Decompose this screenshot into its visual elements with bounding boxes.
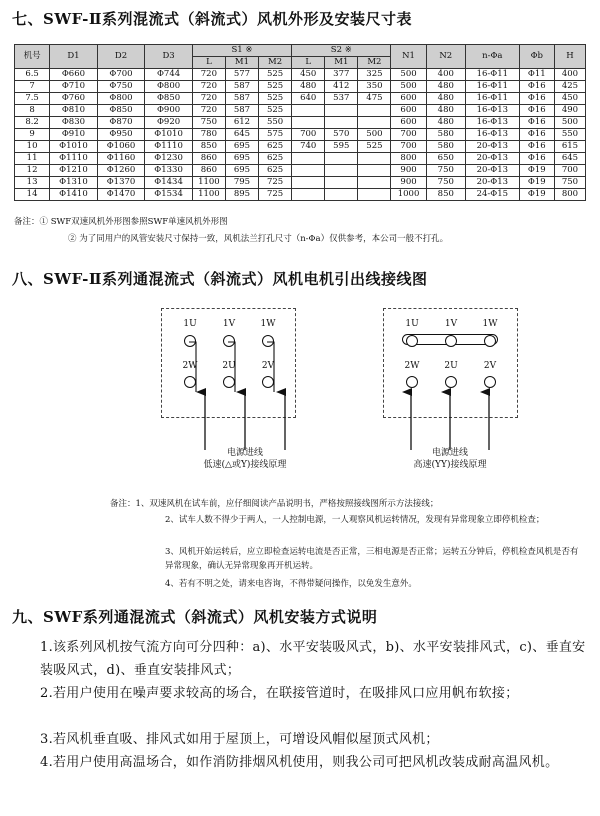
terminal-label-2v: 2V [261, 361, 275, 371]
table-cell: 24-Φ15 [465, 189, 519, 201]
table-cell: Φ910 [50, 129, 98, 141]
table-cell: 16-Φ13 [465, 129, 519, 141]
table-cell: 587 [225, 81, 258, 93]
table-cell: Φ1370 [97, 177, 145, 189]
caption-low-line-1: 电源进线 [226, 448, 263, 458]
table-cell: Φ760 [50, 93, 98, 105]
table-cell: Φ1330 [145, 165, 193, 177]
table-cell: Φ900 [145, 105, 193, 117]
table-cell: Φ16 [519, 141, 554, 153]
section-8-title: 八、SWF-Ⅱ系列通混流式（斜流式）风机电机引出线接线图 [12, 270, 428, 288]
table-cell: 625 [259, 153, 292, 165]
table-cell: Φ16 [519, 93, 554, 105]
table-cell: Φ1534 [145, 189, 193, 201]
table-cell: Φ810 [50, 105, 98, 117]
table-cell: 500 [554, 117, 585, 129]
table-cell: 20-Φ13 [465, 177, 519, 189]
header-s1-l: L [192, 57, 225, 69]
header-phib: Φb [519, 45, 554, 69]
header-s2-m1: M1 [325, 57, 358, 69]
terminal-label-1w: 1W [482, 319, 498, 329]
terminal-label-2u: 2U [444, 361, 458, 371]
table-cell: 600 [391, 117, 426, 129]
section-7-title: 七、SWF-Ⅱ系列混流式（斜流式）风机外形及安装尺寸表 [12, 10, 413, 28]
table-cell: 695 [225, 153, 258, 165]
table-cell: 700 [391, 141, 426, 153]
header-s2: S2 ※ [292, 45, 391, 57]
table-cell: Φ19 [519, 165, 554, 177]
table-cell: Φ950 [97, 129, 145, 141]
table-cell: 750 [426, 165, 465, 177]
table-cell: 480 [426, 117, 465, 129]
section-7-note-1: 备注：① SWF双速风机外形图参照SWF单速风机外形图 [14, 217, 228, 227]
table-cell: 640 [292, 93, 325, 105]
table-cell: 377 [325, 69, 358, 81]
terminal-label-1u: 1U [405, 319, 419, 329]
table-cell: Φ1470 [97, 189, 145, 201]
table-cell: 895 [225, 189, 258, 201]
table-cell: 475 [358, 93, 391, 105]
table-cell: 500 [391, 81, 426, 93]
install-paragraph-3: 3.若风机垂直吸、排风式如用于屋顶上，可增设风帽似屋顶式风机； [40, 732, 439, 747]
table-cell: 16-Φ11 [465, 93, 519, 105]
table-cell: 780 [192, 129, 225, 141]
header-s1-m2: M2 [259, 57, 292, 69]
table-cell: 10 [15, 141, 50, 153]
table-cell: 860 [192, 153, 225, 165]
table-cell: 450 [292, 69, 325, 81]
terminal-label-1u: 1U [183, 319, 197, 329]
table-cell: Φ16 [519, 117, 554, 129]
header-s2-l: L [292, 57, 325, 69]
table-cell: 14 [15, 189, 50, 201]
table-cell: 612 [225, 117, 258, 129]
header-model: 机号 [15, 45, 50, 69]
table-cell: 860 [192, 165, 225, 177]
table-cell: 587 [225, 105, 258, 117]
table-cell: 16-Φ13 [465, 105, 519, 117]
table-cell: 400 [554, 69, 585, 81]
table-cell: 8 [15, 105, 50, 117]
table-cell: 580 [426, 129, 465, 141]
table-cell: 525 [259, 105, 292, 117]
table-cell: Φ800 [145, 81, 193, 93]
table-cell: 525 [259, 69, 292, 81]
table-cell: 412 [325, 81, 358, 93]
header-s1: S1 ※ [192, 45, 291, 57]
table-cell: 587 [225, 93, 258, 105]
table-cell: Φ16 [519, 153, 554, 165]
table-cell: 500 [391, 69, 426, 81]
table-cell: 700 [292, 129, 325, 141]
table-cell: 725 [259, 177, 292, 189]
lead-low-1v [228, 342, 235, 392]
table-cell: Φ19 [519, 177, 554, 189]
table-cell: 1000 [391, 189, 426, 201]
table-cell: 6.5 [15, 69, 50, 81]
table-cell: 720 [192, 105, 225, 117]
table-cell: 625 [259, 165, 292, 177]
header-nphi: n-Φa [465, 45, 519, 69]
table-cell: Φ19 [519, 189, 554, 201]
table-cell: 16-Φ11 [465, 69, 519, 81]
table-cell: 720 [192, 81, 225, 93]
table-cell: Φ1434 [145, 177, 193, 189]
table-cell: Φ16 [519, 129, 554, 141]
table-cell: 425 [554, 81, 585, 93]
terminal-label-2v: 2V [483, 361, 497, 371]
table-cell: Φ850 [97, 105, 145, 117]
table-cell: 450 [554, 93, 585, 105]
table-cell: Φ744 [145, 69, 193, 81]
table-cell: 900 [391, 177, 426, 189]
terminal-label-2u: 2U [222, 361, 236, 371]
table-cell: Φ11 [519, 69, 554, 81]
table-cell: Φ700 [97, 69, 145, 81]
table-cell: 480 [292, 81, 325, 93]
table-cell: 16-Φ11 [465, 81, 519, 93]
table-cell: Φ1010 [145, 129, 193, 141]
table-cell: Φ1260 [97, 165, 145, 177]
table-cell: 800 [391, 153, 426, 165]
terminal-label-1v: 1V [444, 319, 458, 329]
table-cell: Φ1060 [97, 141, 145, 153]
table-cell: 525 [259, 81, 292, 93]
table-cell: Φ1310 [50, 177, 98, 189]
table-cell: 325 [358, 69, 391, 81]
table-cell: 750 [192, 117, 225, 129]
table-cell: Φ1410 [50, 189, 98, 201]
table-cell: 13 [15, 177, 50, 189]
table-cell: Φ920 [145, 117, 193, 129]
install-paragraph-2: 2.若用户使用在噪声要求较高的场合，在联接管道时，在吸排风口应用帆布软接； [40, 686, 519, 701]
table-cell: 695 [225, 141, 258, 153]
table-cell: 1100 [192, 189, 225, 201]
table-cell: 740 [292, 141, 325, 153]
table-cell: Φ850 [145, 93, 193, 105]
table-cell: Φ16 [519, 81, 554, 93]
header-d3: D3 [145, 45, 193, 69]
table-cell: 645 [554, 153, 585, 165]
table-cell: 12 [15, 165, 50, 177]
table-cell: 480 [426, 105, 465, 117]
terminal-label-1v: 1V [222, 319, 236, 329]
table-cell: 350 [358, 81, 391, 93]
table-cell: 537 [325, 93, 358, 105]
section-8-note-2: 2、试车人数不得少于两人，一人控制电源，一人观察风机运转情况，发现有异常现象立即停机检查； [165, 515, 545, 525]
table-cell: 480 [426, 93, 465, 105]
table-cell: 700 [554, 165, 585, 177]
install-paragraph-4: 4.若用户使用高温场合，如作消防排烟风机使用，则我公司可把风机改装成耐高温风机。 [40, 755, 559, 770]
table-cell: 850 [192, 141, 225, 153]
table-cell: Φ660 [50, 69, 98, 81]
terminal-label-2w: 2W [404, 361, 420, 371]
table-cell: 725 [259, 189, 292, 201]
table-cell: 8.2 [15, 117, 50, 129]
header-d1: D1 [50, 45, 98, 69]
table-cell: 525 [259, 93, 292, 105]
table-cell: 9 [15, 129, 50, 141]
header-s2-m2: M2 [358, 57, 391, 69]
table-cell: 525 [358, 141, 391, 153]
header-n1: N1 [391, 45, 426, 69]
header-d2: D2 [97, 45, 145, 69]
section-8-note-3: 3、风机开始运转后，应立即检查运转电流是否正常，三相电源是否正常；运转五分钟后，停机检查风机是否有异常现象，确认无异常现象再开机运转。 [165, 547, 579, 571]
table-cell: 490 [554, 105, 585, 117]
table-cell: Φ16 [519, 105, 554, 117]
table-cell: Φ870 [97, 117, 145, 129]
header-n2: N2 [426, 45, 465, 69]
table-cell: 600 [391, 105, 426, 117]
table-cell: 550 [554, 129, 585, 141]
install-paragraph-1: 1.该系列风机按气流方向可分四种：a)、水平安装吸风式，b)、水平安装排风式，c)、垂直安装吸风式，d)、垂直安装排风式； [40, 640, 586, 678]
table-cell: 750 [554, 177, 585, 189]
terminal-label-2w: 2W [182, 361, 198, 371]
table-cell: 577 [225, 69, 258, 81]
table-cell: 850 [426, 189, 465, 201]
section-7-note-2: ② 为了同用户的风管安装尺寸保持一致，风机法兰打孔尺寸（n-Φa）仅供参考，本公司一般不打孔。 [68, 234, 449, 244]
table-cell: 20-Φ13 [465, 165, 519, 177]
table-cell: 800 [554, 189, 585, 201]
table-cell: 695 [225, 165, 258, 177]
table-cell: 900 [391, 165, 426, 177]
section-8-note-4: 4、若有不明之处，请来电咨询，不得带疑问操作，以免发生意外。 [165, 579, 417, 589]
table-cell: Φ1160 [97, 153, 145, 165]
table-cell: 720 [192, 69, 225, 81]
table-cell: Φ1210 [50, 165, 98, 177]
table-cell: Φ750 [97, 81, 145, 93]
caption-high-line-1: 电源进线 [431, 448, 468, 458]
table-cell: 700 [391, 129, 426, 141]
table-cell: Φ710 [50, 81, 98, 93]
table-cell: Φ1110 [50, 153, 98, 165]
table-cell: 500 [358, 129, 391, 141]
table-cell: 20-Φ13 [465, 141, 519, 153]
table-cell: 750 [426, 177, 465, 189]
table-cell: 11 [15, 153, 50, 165]
table-cell: 400 [426, 69, 465, 81]
table-cell: 7 [15, 81, 50, 93]
section-8-note-1: 备注：1、双速风机在试车前，应仔细阅读产品说明书，严格按照接线图所示方法接线； [110, 499, 439, 509]
table-cell: 595 [325, 141, 358, 153]
table-cell: 615 [554, 141, 585, 153]
table-cell: Φ1110 [145, 141, 193, 153]
table-cell: 20-Φ13 [465, 153, 519, 165]
table-cell: 570 [325, 129, 358, 141]
caption-high-line-2: 高速(YY)接线原理 [413, 460, 487, 470]
table-cell: 795 [225, 177, 258, 189]
terminal-label-1w: 1W [260, 319, 276, 329]
lead-low-1w [267, 342, 274, 392]
table-cell: 1100 [192, 177, 225, 189]
table-cell: 645 [225, 129, 258, 141]
lead-low-1u [189, 342, 196, 392]
table-cell: 625 [259, 141, 292, 153]
table-cell: 650 [426, 153, 465, 165]
table-cell: Φ800 [97, 93, 145, 105]
caption-low-line-2: 低速(△或Y)接线原理 [203, 460, 287, 470]
table-cell: 16-Φ13 [465, 117, 519, 129]
table-cell: 7.5 [15, 93, 50, 105]
section-9-title: 九、SWF系列通混流式（斜流式）风机安装方式说明 [12, 608, 378, 626]
table-cell: 600 [391, 93, 426, 105]
header-s1-m1: M1 [225, 57, 258, 69]
table-cell: 580 [426, 141, 465, 153]
table-cell: 575 [259, 129, 292, 141]
table-cell: 480 [426, 81, 465, 93]
table-cell: Φ830 [50, 117, 98, 129]
table-cell: Φ1010 [50, 141, 98, 153]
table-cell: Φ1230 [145, 153, 193, 165]
header-h: H [554, 45, 585, 69]
table-cell: 550 [259, 117, 292, 129]
table-cell: 720 [192, 93, 225, 105]
